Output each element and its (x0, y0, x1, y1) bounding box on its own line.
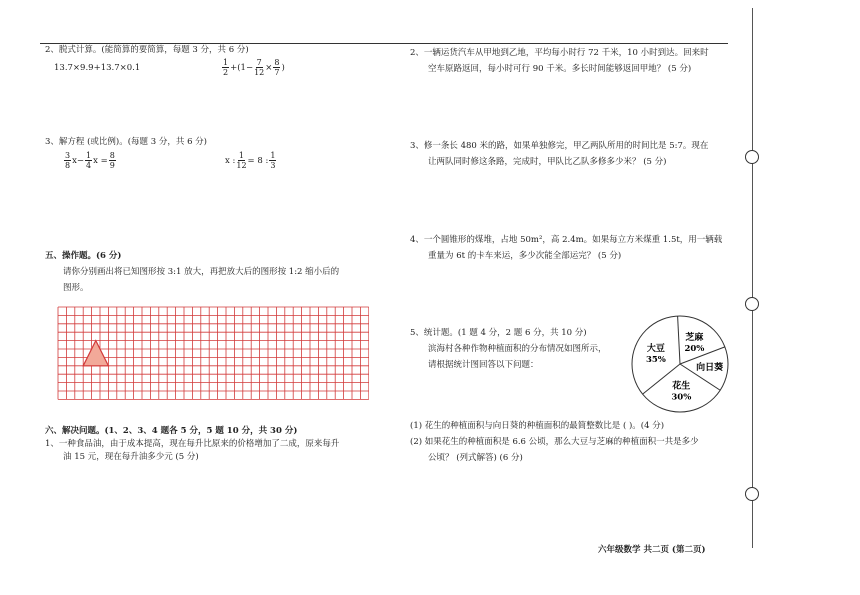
pie-slice-label: 花生 (672, 381, 691, 392)
pie-slice-label: 大豆 (646, 344, 665, 355)
q3-equation-2: x : $\frac{1}{12}$ = 8 : $\frac{1}{3}$ (225, 151, 276, 170)
pie-slice-percent: 35% (645, 355, 666, 366)
q3-equation-1: $\frac{3}{8}$ x− $\frac{1}{4}$ x = $\frac{8}{9}$ (65, 151, 115, 170)
r-q5-sub2: 公顷？ (列式解答) (6 分) (428, 453, 523, 463)
binding-hole (745, 150, 759, 164)
r-q4-text: 重量为 6t 的卡车来运，多少次能全部运完？ (5 分) (428, 251, 622, 261)
section-5-title: 五、操作题。(6 分) (45, 251, 122, 261)
section-6-title: 六、解决问题。(1、2、3、4 题各 5 分，5 题 10 分，共 30 分) (45, 426, 298, 436)
r-q3-text: 3、修一条长 480 米的路，如果单独修完，甲乙两队所用的时间比是 5:7。现在 (410, 141, 709, 151)
q2-expression-2: $\frac{1}{2}$ +(1− $\frac{7}{12}$ × $\frac{8}{7}$ ) (223, 58, 285, 77)
r-q5-title: 5、统计题。(1 题 4 分，2 题 6 分，共 10 分) (410, 328, 587, 338)
binding-hole (745, 297, 759, 311)
r-q2-text: 空车原路返回，每小时可行 90 千米。多长时间能够返回甲地？ (5 分) (428, 64, 692, 74)
q2-expression-1: 13.7×9.9+13.7×0.1 (54, 63, 141, 73)
section-5-text: 请你分别画出将已知图形按 3:1 放大，再把放大后的图形按 1:2 缩小后的 (63, 267, 340, 277)
pie-slice-label: 芝麻 (685, 332, 704, 343)
pie-slice-label: 向日葵 (696, 363, 724, 374)
q6-1-text: 油 15 元，现在每升油多少元 (5 分) (63, 452, 199, 462)
q2-title: 2、脱式计算。(能简算的要简算，每题 3 分，共 6 分) (45, 45, 249, 55)
pie-slice-percent: 30% (671, 392, 692, 403)
section-5-text: 图形。 (63, 283, 89, 293)
r-q5-text: 滨海村各种作物种植面积的分布情况如图所示， (428, 344, 607, 354)
page-footer: 六年级数学 共二页 (第二页) (598, 545, 706, 555)
r-q2-text: 2、一辆运货汽车从甲地到乙地，平均每小时行 72 千米，10 小时到达。回来时 (410, 48, 709, 58)
r-q4-text: 4、一个圆锥形的煤堆，占地 50m²，高 2.4m。如果每立方米煤重 1.5t，用一辆载 (410, 235, 723, 245)
binding-hole (745, 487, 759, 501)
r-q5-sub1: (1) 花生的种植面积与向日葵的种植面积的最简整数比是 ( )。(4 分) (410, 421, 665, 431)
pie-chart (620, 312, 740, 416)
drawing-grid (57, 306, 369, 420)
given-triangle (83, 341, 108, 366)
r-q5-text: 请根据统计图回答以下问题： (428, 360, 539, 370)
binding-line (752, 8, 753, 548)
q3-title: 3、解方程 (或比例)。(每题 3 分，共 6 分) (45, 137, 207, 147)
r-q3-text: 让两队同时修这条路，完成时，甲队比乙队多修多少米？ (5 分) (428, 157, 667, 167)
r-q5-sub2: (2) 如果花生的种植面积是 6.6 公顷，那么大豆与芝麻的种植面积一共是多少 (410, 437, 699, 447)
q6-1-text: 1、一种食品油，由于成本提高，现在每升比原来的价格增加了二成，原来每升 (45, 439, 340, 449)
pie-slice-percent: 20% (684, 343, 705, 354)
